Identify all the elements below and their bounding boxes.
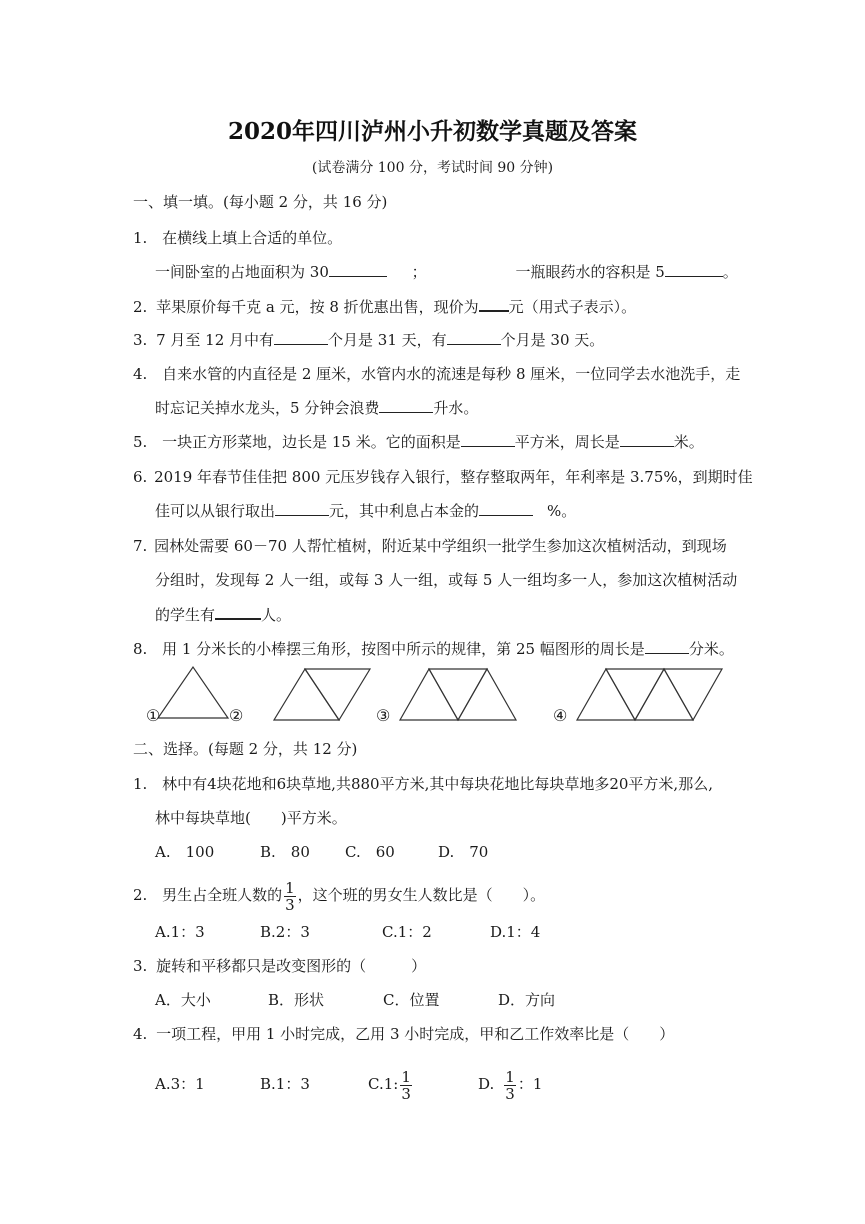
q-number: 8. bbox=[133, 640, 148, 658]
section1-heading: 一、填一填。(每小题 2 分，共 16 分) bbox=[133, 193, 388, 211]
q-text: 在横线上填上合适的单位。 bbox=[162, 229, 343, 247]
q-text: 旋转和平移都只是改变图形的（ ） bbox=[156, 957, 427, 975]
option-d-prefix: D. bbox=[478, 1075, 495, 1093]
q-text-mid: 元，其中利息占本金的 bbox=[329, 502, 480, 520]
figure-label-1: ① bbox=[146, 706, 161, 725]
s2-q4-option-d[interactable] bbox=[478, 1063, 542, 1105]
q-text-line1: 林中有4块花地和6块草地,共880平方米,其中每块花地比每块草地多20平方米,那么, bbox=[162, 775, 713, 793]
q-text-pre: 的学生有 bbox=[155, 606, 216, 624]
q-text-pre: 一块正方形菜地，边长是 15 米。它的面积是 bbox=[162, 433, 461, 451]
s2-q3-option-c[interactable]: C．位置 bbox=[383, 991, 440, 1009]
fraction-denominator: 3 bbox=[285, 895, 295, 914]
fraction-numerator: 1 bbox=[285, 878, 295, 897]
q-text-line1: 园林处需要 60－70 人帮忙植树，附近某中学组织一批学生参加这次植树活动，到现场 bbox=[154, 537, 727, 555]
fraction-one-third bbox=[400, 1069, 412, 1102]
s2-q1-option-b[interactable]: B. 80 bbox=[260, 843, 310, 861]
q-number: 1. bbox=[133, 229, 148, 247]
s2-q1-option-a[interactable]: A. 100 bbox=[155, 843, 215, 861]
fraction-denominator: 3 bbox=[401, 1084, 411, 1103]
q-text-post: 元（用式子表示）。 bbox=[508, 298, 637, 316]
s2-q2-option-d[interactable]: D.1：4 bbox=[490, 923, 541, 941]
q-text-line1: 2019 年春节佳佳把 800 元压岁钱存入银行，整存整取两年，年利率是 3.75%，到期时佳 bbox=[154, 468, 753, 486]
figure-3-shape bbox=[400, 669, 516, 720]
q-text-post: 个月是 30 天。 bbox=[500, 331, 605, 349]
q-text-post: 升水。 bbox=[433, 399, 479, 417]
q-text-post: ，这个班的男女生人数比是（ ）。 bbox=[297, 886, 546, 904]
s2-q2-option-a[interactable]: A.1：3 bbox=[155, 923, 205, 941]
q-text-pre: 时忘记关掉水龙头，5 分钟会浪费 bbox=[155, 399, 380, 417]
q-number: 3. bbox=[133, 957, 148, 975]
q-text-post: 米。 bbox=[673, 433, 704, 451]
s2-q3 bbox=[133, 956, 426, 976]
q1b-end: 。 bbox=[722, 263, 738, 281]
figure-label-2: ② bbox=[229, 706, 244, 725]
s2-q1-option-d[interactable]: D. 70 bbox=[438, 843, 489, 861]
fraction-numerator: 1 bbox=[505, 1067, 515, 1086]
option-c-prefix: C.1: bbox=[368, 1075, 399, 1093]
q-number: 4. bbox=[133, 1025, 148, 1043]
q-number: 3. bbox=[133, 331, 148, 349]
s2-q2 bbox=[133, 877, 545, 913]
figure-4-shape bbox=[577, 669, 722, 720]
q-text-pre: 苹果原价每千克 a 元，按 8 折优惠出售，现价为 bbox=[156, 298, 479, 316]
s2-q1-line2: 林中每块草地( )平方米。 bbox=[155, 809, 347, 827]
q-number: 1. bbox=[133, 775, 148, 793]
q-text-mid: 个月是 31 天，有 bbox=[328, 331, 447, 349]
q-text-line1: 自来水管的内直径是 2 厘米，水管内水的流速是每秒 8 厘米，一位同学去水池洗手，走 bbox=[162, 365, 741, 383]
q-text-pre: 佳可以从银行取出 bbox=[155, 502, 276, 520]
q-text-post: %。 bbox=[547, 502, 577, 520]
s2-q1 bbox=[133, 774, 713, 794]
q1b-text: 一瓶眼药水的容积是 5 bbox=[515, 263, 665, 281]
q-text-pre: 男生占全班人数的 bbox=[162, 886, 283, 904]
s2-q4 bbox=[133, 1024, 674, 1044]
q-number: 6. bbox=[133, 468, 148, 486]
figure-1-triangle bbox=[158, 667, 228, 718]
figure-2-shape bbox=[274, 669, 370, 720]
s2-q2-option-b[interactable]: B.2：3 bbox=[260, 923, 310, 941]
fraction-numerator: 1 bbox=[401, 1067, 411, 1086]
q-text-post: 人。 bbox=[261, 606, 292, 624]
q-text-post: 分米。 bbox=[688, 640, 734, 658]
fraction-one-third bbox=[504, 1069, 516, 1102]
s2-q3-option-a[interactable]: A．大小 bbox=[155, 991, 211, 1009]
option-d-suffix: ：1 bbox=[517, 1075, 543, 1093]
q1-separator: ； bbox=[411, 263, 427, 281]
fraction-denominator: 3 bbox=[505, 1084, 515, 1103]
q-text-pre: 用 1 分米长的小棒摆三角形，按图中所示的规律，第 25 幅图形的周长是 bbox=[162, 640, 645, 658]
s2-q1-option-c[interactable]: C. 60 bbox=[345, 843, 395, 861]
s2-q4-option-b[interactable]: B.1：3 bbox=[260, 1075, 310, 1093]
s2-q3-option-b[interactable]: B．形状 bbox=[268, 991, 325, 1009]
section2-heading: 二、选择。(每题 2 分，共 12 分) bbox=[133, 740, 358, 758]
s2-q2-option-c[interactable]: C.1：2 bbox=[382, 923, 432, 941]
s1-q7-line2: 分组时，发现每 2 人一组，或每 3 人一组，或每 5 人一组均多一人，参加这次植树活动 bbox=[155, 571, 738, 589]
s2-q3-option-d[interactable]: D．方向 bbox=[498, 991, 556, 1009]
page-subtitle: (试卷满分 100 分，考试时间 90 分钟) bbox=[311, 160, 554, 176]
figure-label-3: ③ bbox=[376, 706, 391, 725]
s2-q4-option-a[interactable]: A.3：1 bbox=[155, 1075, 205, 1093]
q-number: 7. bbox=[133, 537, 148, 555]
figure-label-4: ④ bbox=[553, 706, 568, 725]
page-title: 2020年四川泸州小升初数学真题及答案 bbox=[227, 118, 637, 145]
q1a-text: 一间卧室的占地面积为 30 bbox=[155, 263, 329, 281]
q-number: 5. bbox=[133, 433, 148, 451]
q-number: 2. bbox=[133, 886, 148, 904]
q-text-mid: 平方米，周长是 bbox=[514, 433, 620, 451]
q-number: 4. bbox=[133, 365, 148, 383]
q-text: 一项工程，甲用 1 小时完成，乙用 3 小时完成，甲和乙工作效率比是（ ） bbox=[156, 1025, 675, 1043]
q-number: 2. bbox=[133, 298, 148, 316]
s2-q4-option-c[interactable] bbox=[368, 1063, 414, 1105]
fraction-one-third bbox=[284, 880, 296, 913]
q-text-pre: 7 月至 12 月中有 bbox=[156, 331, 275, 349]
